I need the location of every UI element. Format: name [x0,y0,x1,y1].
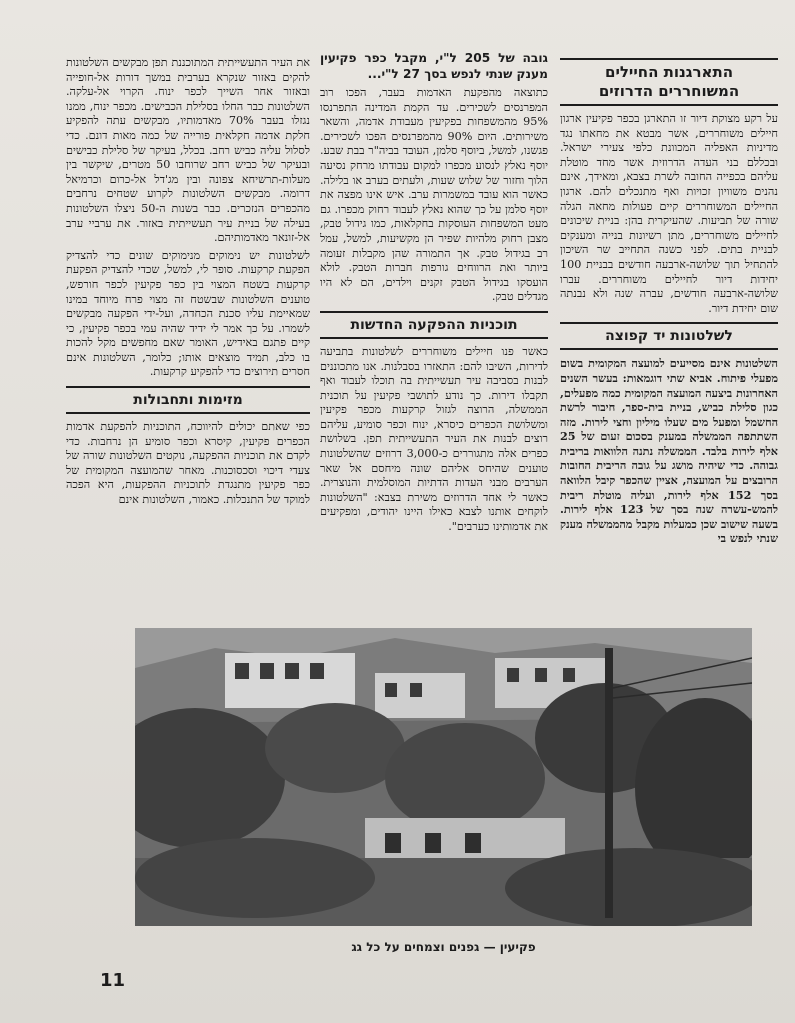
right-paragraph-2: השלטונות אינם מסייעים למועצה המקומית בשום מפעלי פיתוח. אביא שתי דוגמאות: בעשר השנים האחרונות ביצעה המועצה המקומית כמה מפעלים, כגון סלילת כביש, בניית בית-ספר, חיבור לרשת החשמל ומפעל מים שעלו מיליון וחצי לירות. מזה השתתפה הממשלה במענק בסכום זעום של 25 אלף לירות בלבד. הממשלה נתנה הלוואות בריבית גבוהה. כדי שיהיה מושג על גובה הריבית החובות הרובצים על המועצה, אציין שהכפר קיבל הלוואה בסך 152 אלף לירות, ועליה מוטלת ריבית להמש-עשרה שנה בסך של 123 אלף לירות. בשעה שישוב שכן כמעלות מקבל מהממשלה מענק שנתי לנפש בי [560,356,778,546]
left-paragraph-3: כפי שאתם יכולים להיווכח, התוכניות להפקעת אדמות הכפרים פקיעין, קיסרא וכפר סומיע הן נרחבות. כדי לקדם את תוכניות ההפקעה, נוקטים השלטונות שורה של צעדי דיכוי וסכסוכנות. מאחר שהמועצה המקומית של כפר פקיעין מתנגדת לתוכניות ההפקעות, היא הפכה למוקד של התנכלות. כאמור, השלטונות אינם [66,420,310,507]
middle-paragraph-2: כאשר פנו חיילים משוחררים לשלטונות בתביעה לדירות, השיבו להם: התאזרו בסבלנות. אנו מתכוננים לבנות בסביבה עיר תעשייתית בה תוכלו לעבוד ואף תקבלו דירות. כך נודע לתושבי פקיעין על תוכנית הממשלה, הרוצה לגזול קרקעות מכפר פקיעין ומשלושת הכפרים כיסרא, ינוח וכפר סומיע, עליהם רוצים לבנות את העיר התעשייתית תפן. בשלושת כפרים אלה מתגוררים כ-3,000 דרוזים שהשלטונות טוענים שהיחס אליהם שונה מיחסם אל שאר הערבים מבני העדות הדתיות המוסלמית והנוצרית. כאשר לי אחד הדרוזים משירת בצבא: "השלטונות לוקחים אותנו לצבא כאילו היינו יהודים, ומפקיעים את אדמותינו כערבים". [320,344,548,534]
left-column [66,56,310,621]
middle-subheading: תוכניות ההפקעה החדשות [320,311,548,339]
middle-column [320,50,548,625]
photo-caption: פקיעין — גפנים וצמחים על כל גג [351,940,536,954]
right-paragraph-1: על רקע מצוקת דיור זו התארגן בכפר פקיעין ארגון חיילים משוחררים, אשר מבטא את מחאתו נגד מדיניות האפליה המכוונת כלפי צעירי ישראל. ובכללם בני העדה הדרוזית אשר מחד מוטלת עליהם בכפייה החובה לשרת בצבא, ומאידך, אינם נהנים משוויון זכויות ואף מתנכלים להם. ארגון החיילים המשוחררים קיים פעולות מחאה הגלה שורה של תביעות. שהעיקרית בהן: בניית שיכונים לחיילים משוחררים, מתן רשיונות בנייה ומענקים לבניית בתים. לפני כשנה התחייב שר השיכון להתחיל תוך שלושה-ארבעה חודשים בבניית 100 יחידות דיור לחיילים משוחררים. עברו שלושה-ארבעה חודשים, עברה שנה ולא נבנתה שום יחידת דיור. [560,112,778,315]
page-number: 11 [100,970,126,991]
left-paragraph-2: לשלטונות יש נימוקים מנימוקים שונים כדי להצדיק הפקעת קרקעות. סופר לי, למשל, שכדי להצדיק הפקעת קרקעות בשטח המצוי בין כפר פקיעין לכפר חורפש, טוענים השלטונות שבשטח זה מצוי פרח מיוחד במינו שמאיימת עליו סכנת הכחדה, ועל-ידי הפקעה מבקשים לשמרו. על כך אמר לי ידיד שהיה עמי בכפר פקיעין, כי קיים פתגם באידיש, האומר שאם מחפשים מקל להכות בו כלב, תמיד מוצאים אותו; כלומר, השלטונות אינם חסרים תירוצים כדי להפקיע קרקעות. [66,248,310,379]
left-paragraph-1: את העיר התעשייתית המתוכננת תפן מבקשים השלטונות להקים באזור שנקרא בערבית במשך דורות אל-חופייה ובאזור אחר השייך לכפר ינוח. הקרוי אל-עלקה. השלטונות כבר החלו בסלילת הכבישים. מכפר ינוח, ממנו נגזלו בעבר 70% מאדמותיו, מבקשים עתה להפקיע חלקת אדמה חקלאית פורייה של כמה מאות דונם. כדי לסלול עליה כביש רחב. בכלל, בעיקר של סלילת כבישים ובעיקר של כביש רחב שרוחבו 50 מטרים, שיקשר בין מעלות-תרשיחא צפונה ובין מג'דל אל-כרום וכרמיאל דרומה. מבקשים השלטונות לקרוע שטחים נרחבים מהכפרים הנזכרים. כבר בשנות ה-50 ניצלו השלטונות בעילה של בניית עיר תעשייתית באזור. את ערביי ערב אל-זונאר מאדמותיהם. [66,56,310,245]
right-subheading: לשלטונות יד קפוצה [560,322,778,350]
middle-headline: גובה של 205 ל"י, מקבל כפר פקיעין מענק שנתי לנפש בסך 27 ל"י... [320,51,548,81]
village-photo-image [135,628,752,926]
middle-paragraph-1: כתוצאה מהפקעת האדמות בעבר, הפכו רוב המפרנסים לשכירים. עד הקמת המדינה התפרנסו 95% מהמשפחות בפקיעין מעבודת אדמה, והשאר משירותים. היום 90% מהמפרנסים הפכו לשכירים. פגשנו, למשל, ביוסף סלמן, העובד בביה"ר בבת שבע. יוסף נאלץ לנסוע מכפרו למקום עבודתו מרחק נסיעה הלוך וחזור של שלוש שעות, ולעתים בערב או בלילה. כאשר הוא עובד במשמרות ערב. איש אינו מפצה את יוסף סלמן על כך שהוא נאלץ לעבוד רחוק מכפרו. גם מעט המשפחות העוסקות בחקלאות, כמו גידול טבק, מצבן רחוק מלהיות שפיר הן מקשיעות, למשל, עמל רב בגידול טבק. אך התמורה שהן מקבלות זעומה ביותר ואת הרווחים גורפות חברות הטבק. לולא הועסקו בגידול הטבק זקנים וילדים, הם לא היו מגדלים טבק. [320,86,548,304]
left-subheading: מזימות ותחבולות [66,386,310,414]
right-column [560,58,778,618]
right-headline-line1: התארגנות החיילים [605,63,733,81]
right-headline-line2: המשוחררים הדרוזים [598,82,740,100]
right-headline-box [560,58,778,106]
village-photo [135,628,752,926]
